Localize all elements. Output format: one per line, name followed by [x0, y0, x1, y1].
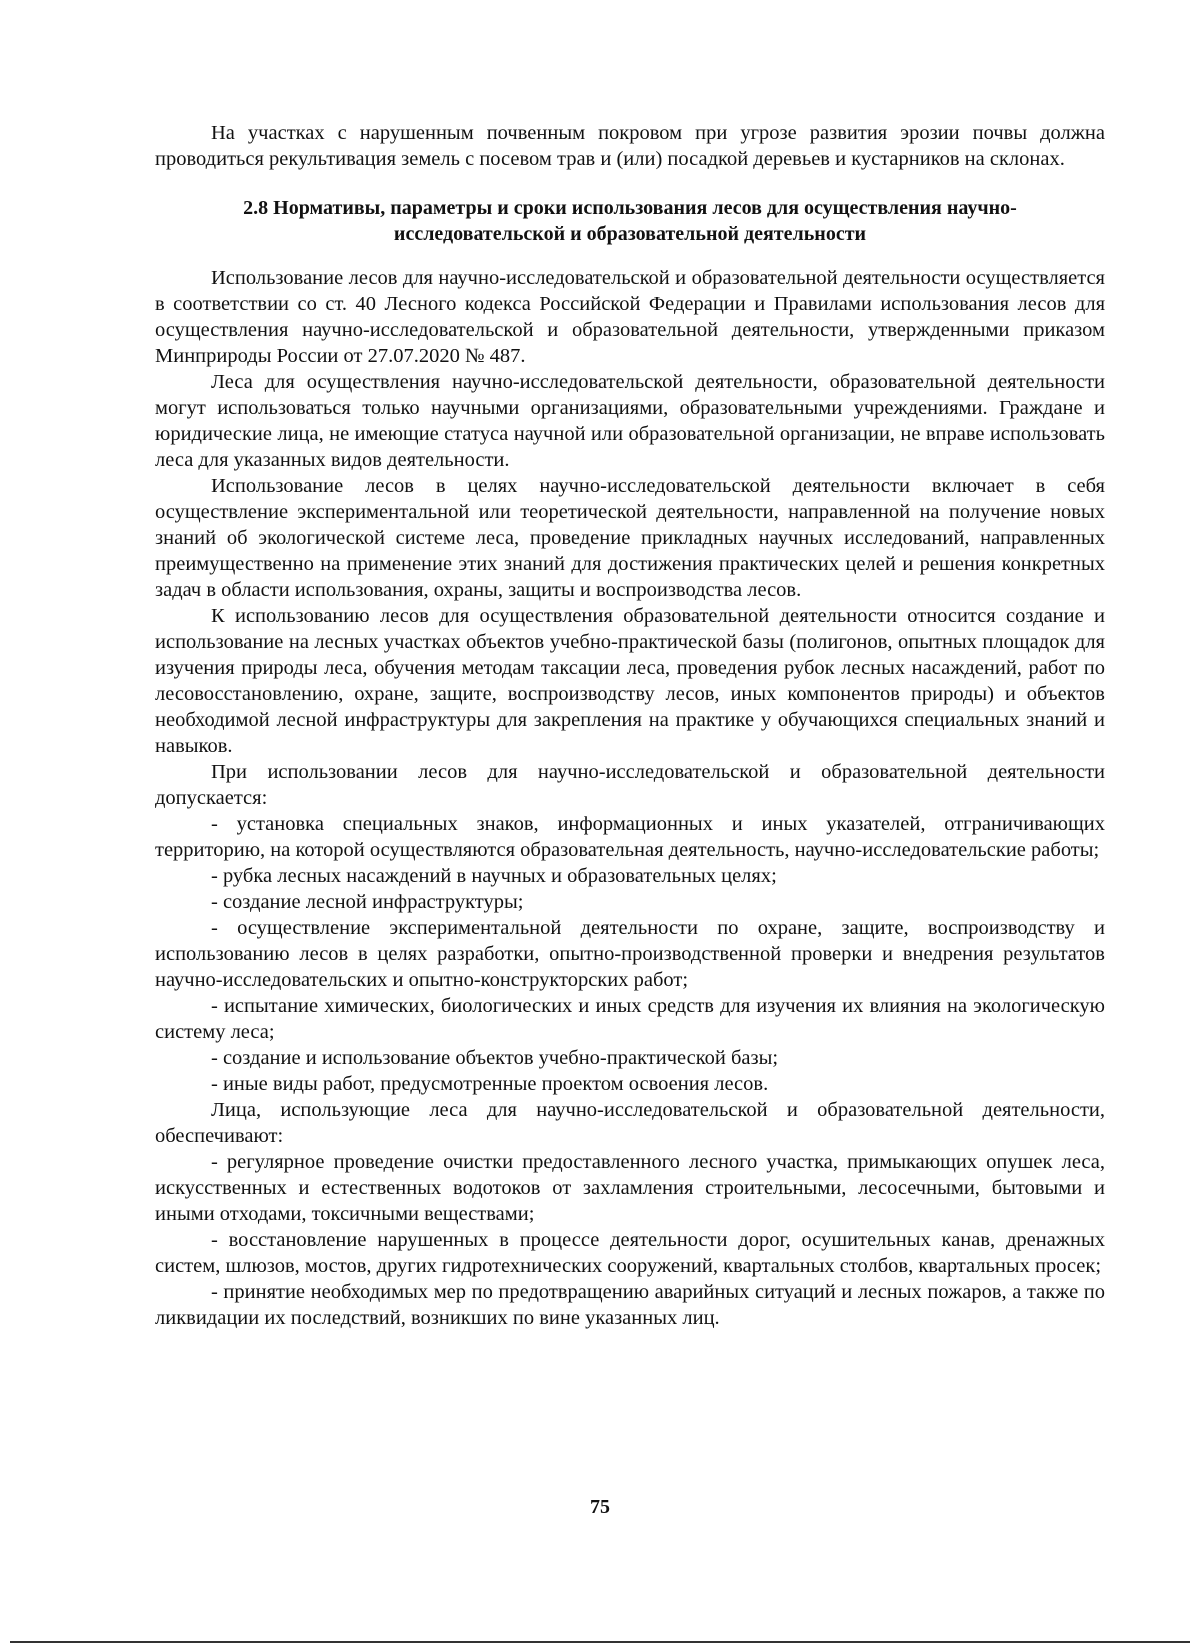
paragraph: К использованию лесов для осуществления образовательной деятельности относится создание и использование на лесных участках объектов учебно-практической базы (полигонов, опытных площадок для изучения природы леса, обучения методам таксации леса, проведения рубок лесных насаждений, работ по лесовосстановлению, охране, защите, воспроизводству лесов, иных компонентов природы) и объектов необходимой лесной инфраструктуры для закрепления на практике у обучающихся специальных знаний и навыков. [155, 605, 1105, 757]
paragraph: Использование лесов для научно-исследовательской и образовательной деятельности осуществляется в соответствии со ст. 40 Лесного кодекса Российской Федерации и Правилами использования лесов для осуществления научно-исследовательской и образовательной деятельности, утвержденными приказом Минприроды России от 27.07.2020 № 487. [155, 267, 1105, 367]
list-item: - создание лесной инфраструктуры; [211, 891, 524, 913]
list-item: - создание и использование объектов учебно-практической базы; [211, 1047, 779, 1069]
bottom-rule-divider [10, 1641, 1190, 1643]
list-item: - испытание химических, биологических и иных средств для изучения их влияния на экологическую систему леса; [155, 995, 1105, 1043]
list-item: - иные виды работ, предусмотренные проектом освоения лесов. [211, 1073, 769, 1095]
paragraph: Леса для осуществления научно-исследовательской деятельности, образовательной деятельности могут использоваться только научными организациями, образовательными учреждениями. Граждане и юридические лица, не имеющие статуса научной или образовательной организации, не вправе использовать леса для указанных видов деятельности. [155, 371, 1105, 471]
list-item: - установка специальных знаков, информационных и иных указателей, отграничивающих территорию, на которой осуществляются образовательная деятельность, научно-исследовательские работы; [155, 813, 1105, 861]
page-number: 75 [590, 1496, 610, 1518]
list-item: - рубка лесных насаждений в научных и образовательных целях; [211, 865, 777, 887]
list-item: - принятие необходимых мер по предотвращению аварийных ситуаций и лесных пожаров, а также по ликвидации их последствий, возникших по вине указанных лиц. [155, 1281, 1105, 1329]
paragraph: Использование лесов в целях научно-исследовательской деятельности включает в себя осуществление экспериментальной или теоретической деятельности, направленной на получение новых знаний об экологической системе леса, проведение прикладных научных исследований, направленных преимущественно на применение этих знаний для достижения практических целей и решения конкретных задач в области использования, охраны, защиты и воспроизводства лесов. [155, 475, 1105, 601]
list-item: - восстановление нарушенных в процессе деятельности дорог, осушительных канав, дренажных систем, шлюзов, мостов, других гидротехнических сооружений, квартальных столбов, квартальных просек; [155, 1229, 1105, 1277]
paragraph-recultivation: На участках с нарушенным почвенным покровом при угрозе развития эрозии почвы должна проводиться рекультивация земель с посевом трав и (или) посадкой деревьев и кустарников на склонах. [155, 122, 1105, 170]
paragraph: При использовании лесов для научно-исследовательской и образовательной деятельности допускается: [155, 761, 1105, 809]
list-item: - осуществление экспериментальной деятельности по охране, защите, воспроизводству и использованию лесов в целях разработки, опытно-производственной проверки и внедрения результатов научно-исследовательских и опытно-конструкторских работ; [155, 917, 1105, 991]
list-item: - регулярное проведение очистки предоставленного лесного участка, примыкающих опушек леса, искусственных и естественных водотоков от захламления строительными, лесосечными, бытовыми и иными отходами, токсичными веществами; [155, 1151, 1105, 1225]
section-heading: 2.8 Нормативы, параметры и сроки использования лесов для осуществления научно-исследовательской и образовательной деятельности [243, 197, 1017, 245]
paragraph: Лица, использующие леса для научно-исследовательской и образовательной деятельности, обеспечивают: [155, 1099, 1105, 1147]
document-body [155, 120, 1105, 1331]
